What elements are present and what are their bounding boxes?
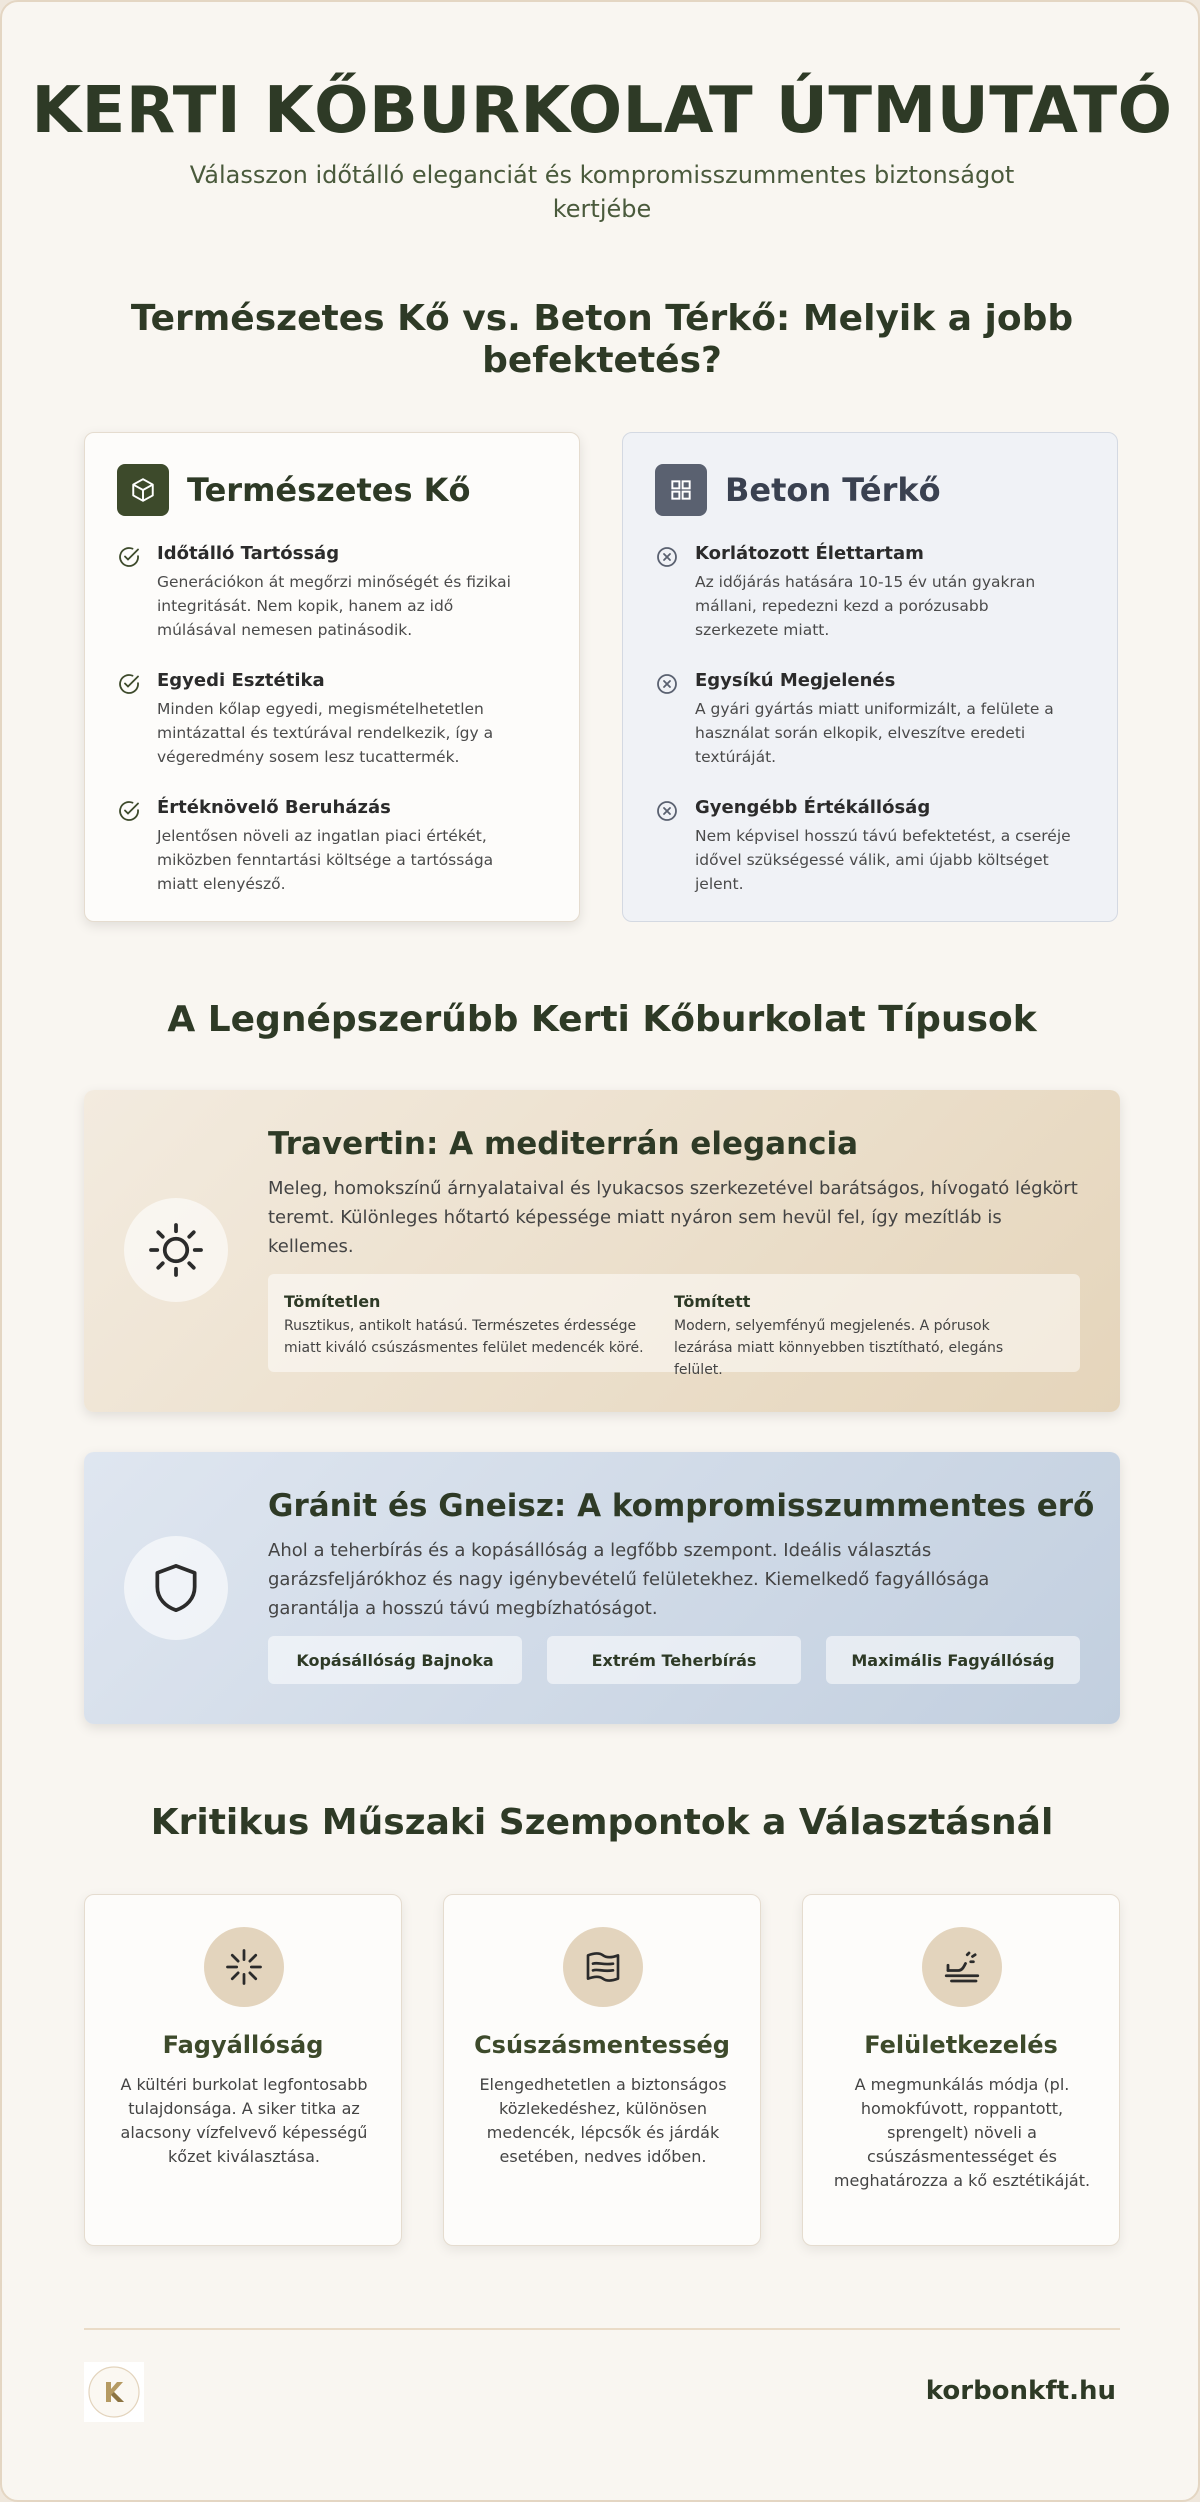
check-circle-icon bbox=[117, 672, 141, 696]
spec-desc: A megmunkálás módja (pl. homokfúvott, roppantott, sprengelt) növeli a csúszásmentességet és meghatározza a kő esztétikáját. bbox=[833, 2075, 1091, 2190]
company-logo bbox=[84, 2362, 144, 2422]
x-circle-icon bbox=[655, 545, 679, 569]
spec-card-finish bbox=[802, 1894, 1120, 2246]
concrete-item-title: Gyengébb Értékállóság bbox=[695, 797, 931, 818]
natural-item-desc: Generációkon át megőrzi minőségét és fizikai integritását. Nem kopik, hanem az idő múlásával nemesen patinásodik. bbox=[157, 573, 511, 639]
travertin-option-title: Tömített bbox=[674, 1292, 751, 1311]
granit-card bbox=[84, 1452, 1120, 1724]
website-link[interactable]: korbonkft.hu bbox=[925, 2376, 1116, 2406]
granit-tag: Maximális Fagyállóság bbox=[826, 1636, 1080, 1684]
natural-stone-card bbox=[84, 432, 580, 922]
check-circle-icon bbox=[117, 799, 141, 823]
specs-heading: Kritikus Műszaki Szempontok a Választásnál bbox=[150, 1802, 1054, 1843]
spec-title: Csúszásmentesség bbox=[474, 2031, 730, 2059]
travertin-option bbox=[284, 1292, 674, 1354]
natural-item-desc: Jelentősen növeli az ingatlan piaci értékét, miközben fenntartási költsége a tartóssága miatt elenyésző. bbox=[157, 827, 494, 893]
finish-tool-icon bbox=[922, 1927, 1002, 2007]
travertin-option bbox=[674, 1292, 1064, 1378]
granit-desc: Ahol a teherbírás és a kopásállóság a legfőbb szempont. Ideális választás garázsfeljárókhoz és nagy igénybevételű felületekhez. Kiemelkedő fagyállósága garantálja a hosszú távú megbízhatóságot. bbox=[268, 1540, 990, 1619]
spec-title: Fagyállóság bbox=[162, 2031, 324, 2059]
spec-desc: A kültéri burkolat legfontosabb tulajdonsága. A siker titka az alacsony vízfelvevő képességű kőzet kiválasztása. bbox=[120, 2075, 368, 2166]
concrete-item-title: Korlátozott Élettartam bbox=[695, 543, 924, 564]
concrete-item-desc: A gyári gyártás miatt uniformizált, a felülete a használat során elkopik, elveszítve eredeti textúráját. bbox=[695, 700, 1054, 766]
page-title: KERTI KŐBURKOLAT ÚTMUTATÓ bbox=[31, 74, 1173, 148]
natural-item-title: Időtálló Tartósság bbox=[157, 543, 340, 564]
granit-tag: Extrém Teherbírás bbox=[547, 1636, 801, 1684]
concrete-paver-card bbox=[622, 432, 1118, 922]
travertin-option-desc: Rusztikus, antikolt hatású. Természetes érdessége miatt kiváló csúszásmentes felület medencék köré. bbox=[284, 1318, 644, 1356]
natural-stone-title: Természetes Kő bbox=[187, 471, 471, 509]
natural-item bbox=[117, 670, 547, 769]
concrete-item bbox=[655, 797, 1085, 896]
types-heading: A Legnépszerűbb Kerti Kőburkolat Típusok bbox=[167, 999, 1037, 1040]
travertin-title: Travertin: A mediterrán elegancia bbox=[268, 1126, 859, 1162]
spec-card-frost bbox=[84, 1894, 402, 2246]
natural-item bbox=[117, 543, 547, 642]
footer-divider bbox=[84, 2328, 1120, 2330]
page-subtitle: Válasszon időtálló eleganciát és kompromisszummentes biztonságot kertjébe bbox=[189, 161, 1015, 223]
spec-title: Felületkezelés bbox=[864, 2031, 1058, 2059]
granit-title: Gránit és Gneisz: A kompromisszummentes erő bbox=[268, 1488, 1095, 1524]
natural-item bbox=[117, 797, 547, 896]
texture-icon bbox=[563, 1927, 643, 2007]
concrete-item-desc: Nem képvisel hosszú távú befektetést, a cseréje idővel szükségessé válik, ami újabb költséget jelent. bbox=[695, 827, 1071, 893]
natural-item-title: Egyedi Esztétika bbox=[157, 670, 325, 691]
grid-icon bbox=[655, 464, 707, 516]
travertin-option-title: Tömítetlen bbox=[284, 1292, 381, 1311]
spec-card-slip bbox=[443, 1894, 761, 2246]
concrete-item bbox=[655, 670, 1085, 769]
granit-tag: Kopásállóság Bajnoka bbox=[268, 1636, 522, 1684]
travertin-option-desc: Modern, selyemfényű megjelenés. A pórusok lezárása miatt könnyebben tisztítható, elegáns felület. bbox=[674, 1318, 1004, 1378]
granit-tags bbox=[268, 1636, 1080, 1684]
comparison-heading: Természetes Kő vs. Beton Térkő: Melyik a jobb befektetés? bbox=[130, 298, 1074, 381]
travertin-options bbox=[268, 1274, 1080, 1378]
cube-icon bbox=[117, 464, 169, 516]
x-circle-icon bbox=[655, 672, 679, 696]
natural-item-title: Értéknövelő Beruházás bbox=[157, 797, 391, 818]
sun-icon bbox=[124, 1198, 228, 1302]
snowflake-icon bbox=[204, 1927, 284, 2007]
concrete-item-title: Egysíkú Megjelenés bbox=[695, 670, 896, 691]
concrete-item-desc: Az időjárás hatására 10-15 év után gyakran mállani, repedezni kezd a porózusabb szerkezete miatt. bbox=[695, 573, 1036, 639]
travertin-desc: Meleg, homokszínű árnyalataival és lyukacsos szerkezetével barátságos, hívogató légkört teremt. Különleges hőtartó képessége miatt nyáron sem hevül fel, így mezítláb is kellemes. bbox=[268, 1178, 1078, 1257]
x-circle-icon bbox=[655, 799, 679, 823]
travertin-card bbox=[84, 1090, 1120, 1412]
natural-item-desc: Minden kőlap egyedi, megismételhetetlen mintázattal és textúrával rendelkezik, így a végeredmény sosem lesz tucattermék. bbox=[157, 700, 494, 766]
concrete-item bbox=[655, 543, 1085, 642]
shield-icon bbox=[124, 1536, 228, 1640]
concrete-paver-title: Beton Térkő bbox=[725, 471, 941, 509]
spec-desc: Elengedhetetlen a biztonságos közlekedéshez, különösen medencék, lépcsők és járdák esetében, nedves időben. bbox=[479, 2075, 727, 2166]
check-circle-icon bbox=[117, 545, 141, 569]
